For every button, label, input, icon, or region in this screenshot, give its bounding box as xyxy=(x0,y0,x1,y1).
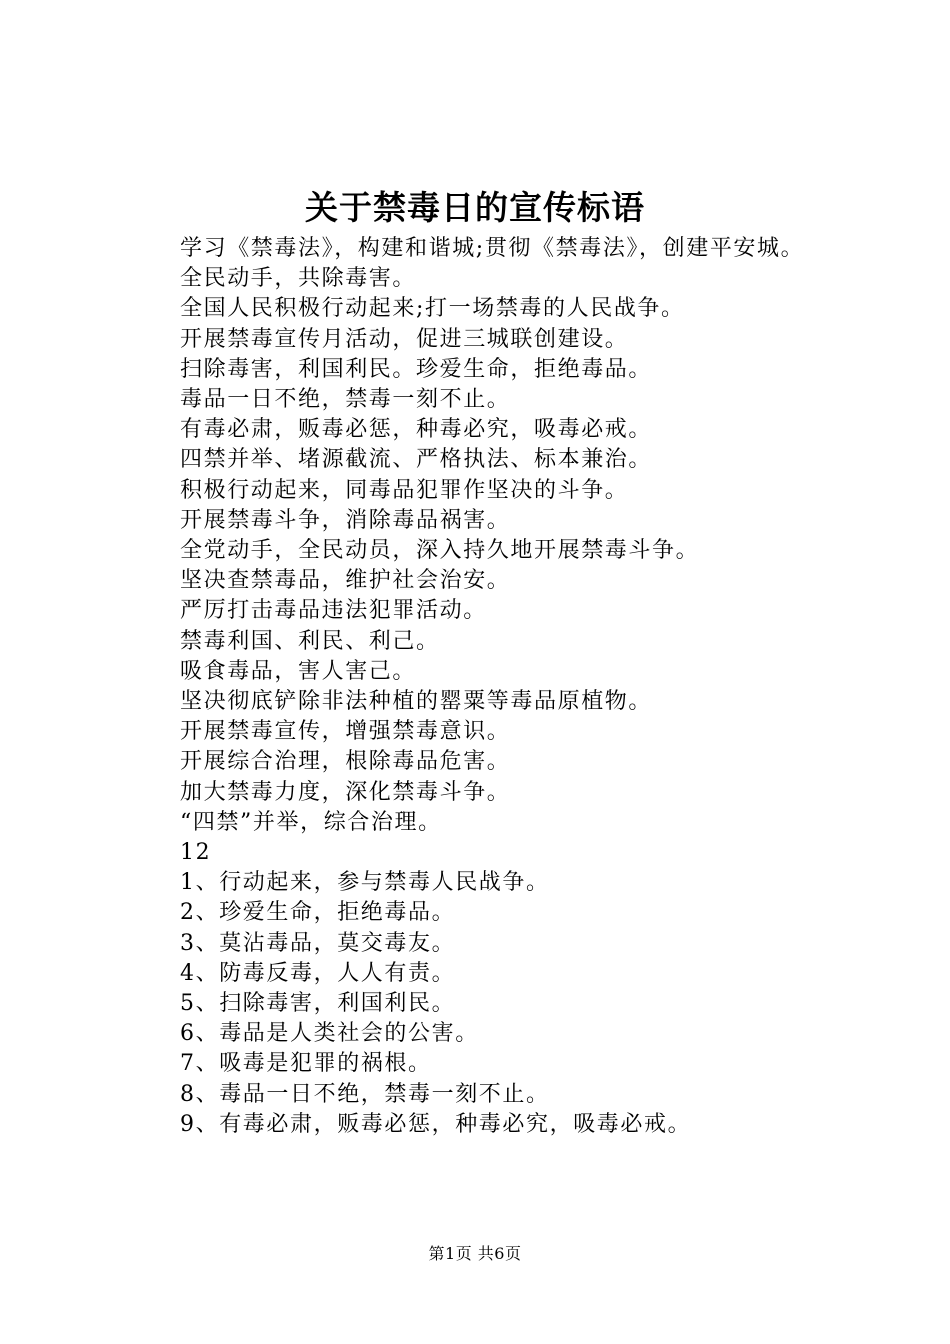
numbered-slogan: 4、防毒反毒，人人有责。 xyxy=(180,960,456,986)
slogan-line: 开展禁毒宣传月活动，促进三城联创建设。 xyxy=(180,326,629,352)
document-body xyxy=(129,234,835,1140)
slogan-line: 吸食毒品，害人害己。 xyxy=(180,658,417,684)
slogan-line: 禁毒利国、利民、利己。 xyxy=(180,628,440,654)
slogan-line: 四禁并举、堵源截流、严格执法、标本兼治。 xyxy=(180,447,653,473)
numbered-slogan: 7、吸毒是犯罪的祸根。 xyxy=(180,1051,432,1077)
slogan-line: 全党动手，全民动员，深入持久地开展禁毒斗争。 xyxy=(180,538,700,564)
section-number: 12 xyxy=(180,840,212,866)
slogan-line: 开展禁毒宣传，增强禁毒意识。 xyxy=(180,719,511,745)
slogan-line: “四禁”并举，综合治理。 xyxy=(180,809,442,835)
numbered-slogan: 1、行动起来，参与禁毒人民战争。 xyxy=(180,870,550,896)
slogan-line: 扫除毒害，利国利民。珍爱生命，拒绝毒品。 xyxy=(180,356,653,382)
numbered-slogan: 2、珍爱生命，拒绝毒品。 xyxy=(180,900,456,926)
slogan-line: 全民动手，共除毒害。 xyxy=(180,266,417,292)
slogan-line: 全国人民积极行动起来;打一场禁毒的人民战争。 xyxy=(180,296,685,322)
slogan-line: 严厉打击毒品违法犯罪活动。 xyxy=(180,598,487,624)
slogan-line: 积极行动起来，同毒品犯罪作坚决的斗争。 xyxy=(180,477,629,503)
page-footer: 第1页 共6页 xyxy=(428,1244,522,1263)
numbered-slogan: 8、毒品一日不绝，禁毒一刻不止。 xyxy=(180,1081,550,1107)
slogan-line: 开展禁毒斗争，消除毒品祸害。 xyxy=(180,507,511,533)
slogan-line: 加大禁毒力度，深化禁毒斗争。 xyxy=(180,779,511,805)
slogan-line: 开展综合治理，根除毒品危害。 xyxy=(180,749,511,775)
document-title: 关于禁毒日的宣传标语 xyxy=(305,188,645,227)
slogan-line: 坚决彻底铲除非法种植的罂粟等毒品原植物。 xyxy=(180,689,653,715)
numbered-slogan: 6、毒品是人类社会的公害。 xyxy=(180,1021,479,1047)
slogan-line: 坚决查禁毒品，维护社会治安。 xyxy=(180,568,511,594)
numbered-slogan: 3、莫沾毒品，莫交毒友。 xyxy=(180,930,456,956)
first-paragraph: 学习《禁毒法》，构建和谐城;贯彻《禁毒法》，创建平安城。 xyxy=(180,236,805,261)
slogan-line: 毒品一日不绝，禁毒一刻不止。 xyxy=(180,387,511,413)
numbered-slogan: 9、有毒必肃，贩毒必惩，种毒必究，吸毒必戒。 xyxy=(180,1111,692,1137)
numbered-slogan: 5、扫除毒害，利国利民。 xyxy=(180,991,456,1017)
slogan-line: 有毒必肃，贩毒必惩，种毒必究，吸毒必戒。 xyxy=(180,417,653,443)
